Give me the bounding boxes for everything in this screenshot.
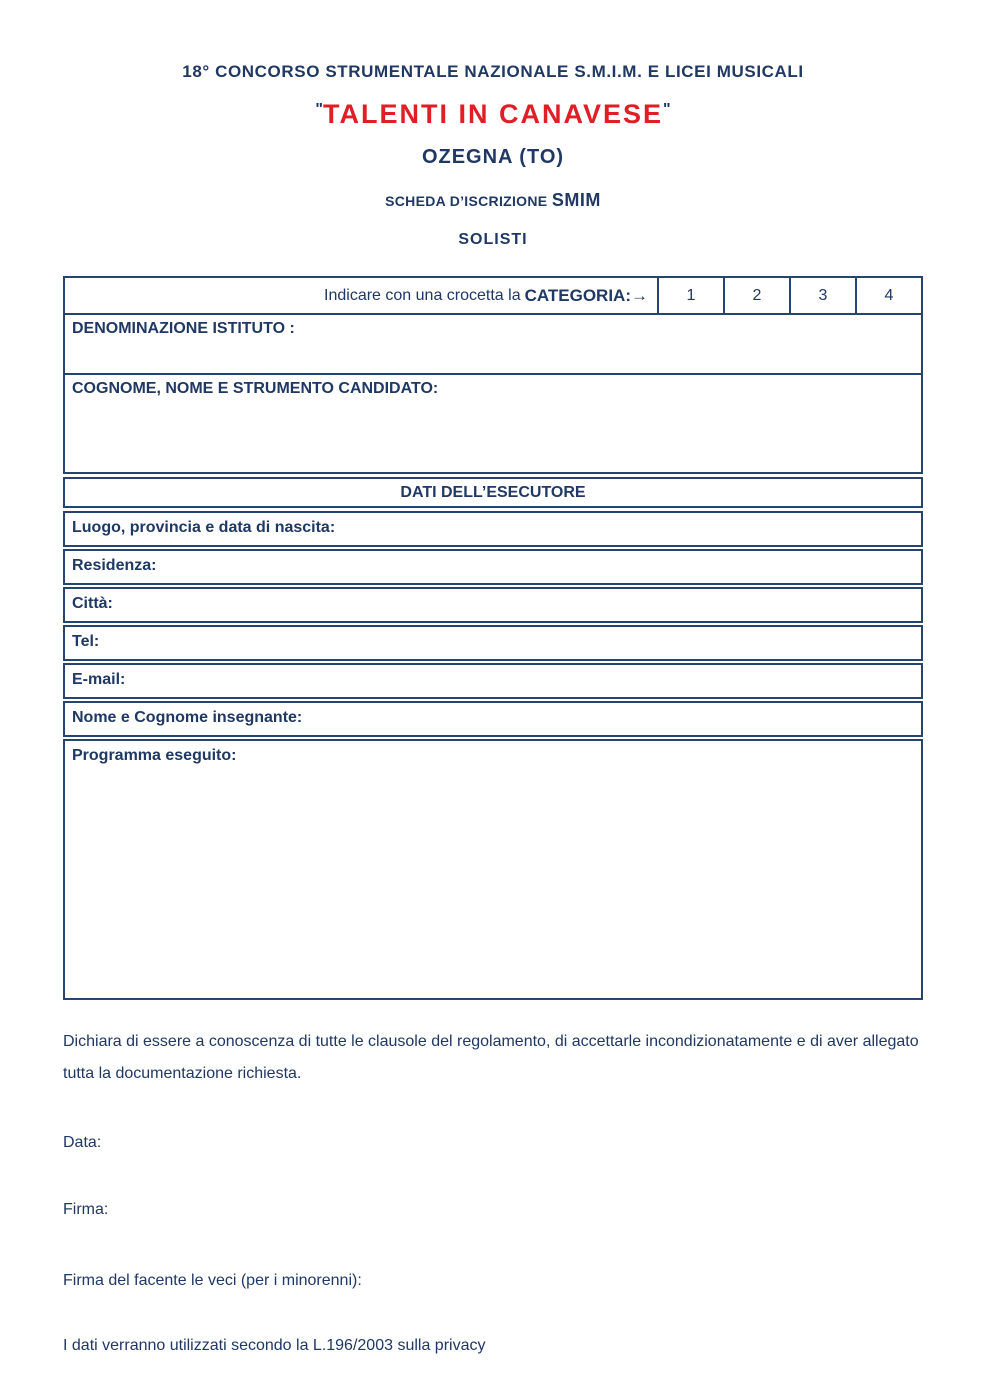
date-label: Data: <box>63 1134 102 1151</box>
section-header-dati-esecutore <box>63 477 923 508</box>
field-row-residenza[interactable] <box>63 549 923 585</box>
open-quote: " <box>315 101 323 118</box>
field-row-tel[interactable] <box>63 625 923 661</box>
document-header <box>63 62 923 249</box>
form-top-block <box>63 276 923 474</box>
category-label: CATEGORIA: <box>524 285 631 305</box>
event-location: OZEGNA (TO) <box>421 146 565 168</box>
field-label: Luogo, provincia e data di nascita: <box>72 519 336 536</box>
document-footer <box>63 1026 921 1355</box>
field-row-insegnante[interactable] <box>63 701 923 737</box>
sheet-title <box>63 190 923 211</box>
guardian-signature-label: Firma del facente le veci (per i minorenni): <box>63 1272 362 1289</box>
sheet-type: SMIM <box>551 190 601 210</box>
sheet-label: SCHEDA D’ISCRIZIONE <box>385 193 548 209</box>
event-title <box>63 99 923 130</box>
category-row <box>65 278 921 313</box>
right-arrow-icon: → <box>631 285 648 305</box>
competition-title-line: 18° CONCORSO STRUMENTALE NAZIONALE S.M.I.M. E LICEI MUSICALI <box>182 62 804 81</box>
field-label: COGNOME, NOME E STRUMENTO CANDIDATO: <box>72 380 439 397</box>
field-label: E-mail: <box>72 671 126 688</box>
field-row-luogo-nascita[interactable] <box>63 511 923 547</box>
event-title-text: TALENTI IN CANAVESE <box>322 99 663 129</box>
category-option-4[interactable]: 4 <box>855 278 921 313</box>
close-quote: " <box>663 101 671 118</box>
field-label: DENOMINAZIONE ISTITUTO : <box>72 320 295 337</box>
section-header-label: DATI DELL’ESECUTORE <box>400 483 586 501</box>
signature-label: Firma: <box>63 1201 109 1218</box>
field-row-email[interactable] <box>63 663 923 699</box>
privacy-note: I dati verranno utilizzati secondo la L.196/2003 sulla privacy <box>63 1337 486 1354</box>
field-row-citta[interactable] <box>63 587 923 623</box>
category-option-2[interactable]: 2 <box>723 278 789 313</box>
category-option-1[interactable]: 1 <box>657 278 723 313</box>
category-instruction <box>65 278 657 313</box>
enrollment-form <box>63 276 923 1000</box>
category-option-3[interactable]: 3 <box>789 278 855 313</box>
field-label: Residenza: <box>72 557 157 574</box>
category-instruction-text: Indicare con una crocetta la <box>324 286 521 304</box>
section-title: SOLISTI <box>458 231 528 248</box>
field-label: Città: <box>72 595 113 612</box>
field-label: Programma eseguito: <box>72 747 237 764</box>
field-row-denominazione-istituto[interactable] <box>65 313 921 373</box>
field-label: Nome e Cognome insegnante: <box>72 709 303 726</box>
field-row-cognome-nome-strumento[interactable] <box>65 373 921 472</box>
field-label: Tel: <box>72 633 100 650</box>
field-row-programma-eseguito[interactable] <box>63 739 923 1000</box>
declaration-text: Dichiara di essere a conoscenza di tutte le clausole del regolamento, di accettarle incondizionatamente e di aver allegato tutta la documentazione richiesta. <box>63 1033 919 1082</box>
